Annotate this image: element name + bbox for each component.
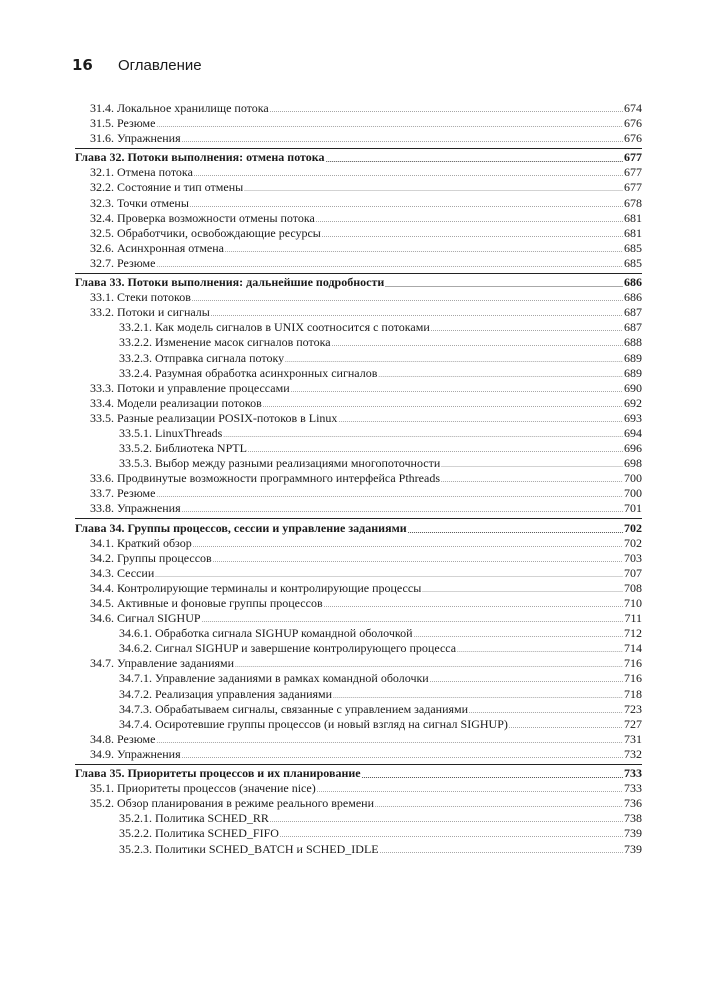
toc-entry-page: 685 (624, 240, 642, 255)
running-title: Оглавление (118, 57, 202, 74)
dot-leader (457, 641, 623, 656)
dot-leader (332, 335, 623, 350)
toc-entry-page: 692 (624, 395, 642, 410)
toc-entry-title: Глава 34. Группы процессов, сессии и управление заданиями (75, 520, 407, 535)
dot-leader (270, 101, 623, 116)
toc-chapter-entry (75, 148, 642, 166)
toc-entry (75, 501, 642, 516)
toc-entry (75, 732, 642, 747)
toc-entry-page: 710 (624, 596, 642, 610)
dot-leader (211, 305, 623, 320)
toc-entry-page: 685 (624, 255, 642, 270)
toc-entry-title: 34.7.4. Осиротевшие группы процессов (и новый взгляд на сигнал SIGHUP) (119, 716, 508, 731)
toc-entry (75, 351, 642, 366)
toc-entry-page: 708 (624, 580, 642, 595)
toc-entry-page: 702 (624, 535, 642, 550)
dot-leader (194, 165, 623, 180)
toc-entry-title: 34.6.2. Сигнал SIGHUP и завершение контролирующего процесса (119, 641, 457, 656)
toc-entry-page: 718 (624, 686, 642, 701)
dot-leader (263, 396, 623, 411)
dot-leader (190, 196, 623, 211)
dot-leader (225, 241, 623, 256)
dot-leader (378, 366, 623, 381)
page-number: 16 (72, 56, 93, 74)
toc-entry (75, 796, 642, 811)
toc-entry-title: 33.2.4. Разумная обработка асинхронных сигналов (119, 365, 378, 380)
toc-entry-title: 33.2.1. Как модель сигналов в UNIX соотносится с потоками (119, 320, 430, 335)
toc-entry (75, 671, 642, 686)
toc-entry-title: 32.6. Асинхронная отмена (90, 240, 224, 255)
dot-leader (362, 766, 623, 781)
toc-entry (75, 581, 642, 596)
toc-entry-title: 35.2. Обзор планирования в режиме реального времени (90, 796, 375, 811)
toc-entry-page: 712 (624, 626, 642, 641)
toc-entry (75, 656, 642, 671)
toc-entry-title: 34.7. Управление заданиями (90, 656, 235, 671)
toc-entry (75, 411, 642, 426)
toc-entry-page: 738 (624, 811, 642, 826)
toc-entry-page: 733 (624, 766, 642, 781)
toc-entry-page: 688 (624, 335, 642, 350)
dot-leader (285, 351, 623, 366)
toc-entry-page: 739 (624, 841, 642, 856)
toc-entry (75, 305, 642, 320)
toc-entry (75, 116, 642, 131)
toc-entry-title: Глава 32. Потоки выполнения: отмена потока (75, 150, 325, 165)
dot-leader (430, 671, 623, 686)
toc-entry-title: 34.8. Резюме (90, 731, 156, 746)
toc-entry-title: 32.2. Состояние и тип отмены (90, 180, 244, 195)
toc-entry (75, 781, 642, 796)
toc-entry-page: 701 (624, 501, 642, 516)
toc-entry (75, 165, 642, 180)
dot-leader (156, 116, 623, 131)
toc-entry (75, 441, 642, 456)
toc-entry-title: 31.4. Локальное хранилище потока (90, 101, 269, 115)
dot-leader (326, 150, 623, 165)
toc-entry-page: 689 (624, 365, 642, 380)
toc-entry-title: 34.2. Группы процессов (90, 550, 212, 565)
table-of-contents (75, 101, 642, 857)
toc-entry-title: 33.5.3. Выбор между разными реализациями многопоточности (119, 456, 441, 471)
dot-leader (202, 611, 624, 626)
toc-entry-page: 696 (624, 441, 642, 456)
toc-entry (75, 131, 642, 146)
toc-entry-title: 33.6. Продвинутые возможности программного интерфейса Pthreads (90, 471, 440, 486)
toc-entry (75, 536, 642, 551)
toc-entry (75, 842, 642, 857)
dot-leader (380, 842, 623, 857)
toc-entry-page: 739 (624, 826, 642, 841)
dot-leader (414, 626, 623, 641)
toc-entry-page: 707 (624, 565, 642, 580)
toc-entry (75, 611, 642, 626)
toc-entry (75, 596, 642, 611)
toc-entry-title: 32.7. Резюме (90, 255, 156, 270)
toc-entry-title: 33.7. Резюме (90, 486, 156, 501)
toc-entry-page: 689 (624, 350, 642, 365)
dot-leader (385, 275, 623, 290)
dot-leader (375, 796, 623, 811)
toc-entry-title: 34.7.2. Реализация управления заданиями (119, 686, 333, 701)
toc-entry-page: 686 (624, 275, 642, 290)
toc-entry (75, 566, 642, 581)
toc-entry-title: 32.3. Точки отмены (90, 195, 189, 210)
dot-leader (431, 320, 623, 335)
dot-leader (322, 226, 623, 241)
dot-leader (235, 656, 623, 671)
toc-chapter-entry (75, 764, 642, 782)
toc-entry-page: 698 (624, 456, 642, 471)
toc-entry-title: 34.5. Активные и фоновые группы процессов (90, 596, 323, 610)
toc-entry (75, 320, 642, 335)
dot-leader (317, 781, 623, 796)
toc-entry-title: 35.2.3. Политики SCHED_BATCH и SCHED_IDLE (119, 841, 379, 856)
dot-leader (156, 732, 623, 747)
dot-leader (193, 536, 623, 551)
dot-leader (291, 381, 623, 396)
toc-entry-title: 35.1. Приоритеты процессов (значение nice) (90, 781, 316, 796)
dot-leader (182, 501, 623, 516)
toc-entry (75, 335, 642, 350)
dot-leader (155, 566, 623, 581)
toc-entry (75, 811, 642, 826)
toc-chapter-entry (75, 518, 642, 536)
toc-entry-title: 33.8. Упражнения (90, 501, 181, 516)
toc-entry-title: 35.2.1. Политика SCHED_RR (119, 811, 269, 826)
toc-entry-page: 681 (624, 210, 642, 225)
toc-entry (75, 226, 642, 241)
toc-entry-title: 33.2.2. Изменение масок сигналов потока (119, 335, 331, 350)
toc-entry-page: 677 (624, 150, 642, 165)
toc-entry-page: 676 (624, 116, 642, 131)
toc-entry-page: 700 (624, 486, 642, 501)
toc-entry (75, 211, 642, 226)
toc-entry (75, 426, 642, 441)
dot-leader (244, 180, 623, 195)
toc-entry (75, 290, 642, 305)
toc-entry (75, 641, 642, 656)
dot-leader (248, 441, 623, 456)
dot-leader (280, 826, 623, 841)
dot-leader (338, 411, 623, 426)
toc-entry-title: 31.6. Упражнения (90, 131, 181, 146)
dot-leader (469, 702, 623, 717)
toc-entry (75, 626, 642, 641)
toc-entry-title: 34.7.1. Управление заданиями в рамках командной оболочки (119, 671, 429, 686)
toc-entry-page: 681 (624, 225, 642, 240)
toc-entry (75, 456, 642, 471)
toc-entry (75, 256, 642, 271)
toc-entry (75, 101, 642, 116)
dot-leader (441, 456, 623, 471)
toc-chapter-entry (75, 273, 642, 291)
toc-entry-page: 694 (624, 425, 642, 440)
toc-entry-page: 702 (624, 520, 642, 535)
toc-entry (75, 687, 642, 702)
toc-entry-title: 33.2. Потоки и сигналы (90, 305, 210, 320)
dot-leader (333, 687, 623, 702)
dot-leader (213, 551, 623, 566)
toc-entry-page: 732 (624, 746, 642, 761)
toc-entry-title: 32.1. Отмена потока (90, 165, 193, 180)
dot-leader (156, 256, 623, 271)
toc-entry-page: 677 (624, 165, 642, 180)
toc-entry-page: 714 (624, 641, 642, 656)
toc-entry-title: 33.1. Стеки потоков (90, 290, 191, 305)
toc-entry-page: 733 (624, 781, 642, 796)
toc-entry (75, 241, 642, 256)
toc-entry-page: 716 (624, 656, 642, 671)
toc-entry-title: 34.4. Контролирующие терминалы и контролирующие процессы (90, 580, 422, 595)
toc-entry-page: 700 (624, 471, 642, 486)
toc-entry (75, 196, 642, 211)
dot-leader (316, 211, 623, 226)
toc-entry-page: 687 (624, 305, 642, 320)
dot-leader (509, 717, 623, 732)
toc-entry-page: 723 (624, 701, 642, 716)
toc-entry-title: 33.5.1. LinuxThreads (119, 425, 223, 440)
toc-entry-page: 711 (624, 611, 642, 626)
toc-entry (75, 471, 642, 486)
dot-leader (182, 747, 623, 762)
toc-entry-title: 34.9. Упражнения (90, 746, 181, 761)
page-header (72, 56, 202, 76)
toc-entry-page: 676 (624, 131, 642, 146)
toc-entry-page: 690 (624, 380, 642, 395)
toc-entry (75, 702, 642, 717)
toc-entry-page: 687 (624, 320, 642, 335)
toc-entry (75, 486, 642, 501)
dot-leader (156, 486, 623, 501)
toc-entry-title: 32.5. Обработчики, освобождающие ресурсы (90, 225, 321, 240)
dot-leader (408, 521, 623, 536)
toc-entry-page: 716 (624, 671, 642, 686)
toc-entry-page: 678 (624, 195, 642, 210)
toc-entry (75, 551, 642, 566)
toc-entry-title: 34.6.1. Обработка сигнала SIGHUP командной оболочкой (119, 626, 413, 641)
toc-entry-page: 736 (624, 796, 642, 811)
toc-entry-title: Глава 35. Приоритеты процессов и их планирование (75, 766, 361, 781)
toc-entry-title: 33.5.2. Библиотека NPTL (119, 441, 247, 456)
toc-entry-title: 35.2.2. Политика SCHED_FIFO (119, 826, 279, 841)
toc-entry-title: 33.3. Потоки и управление процессами (90, 380, 290, 395)
toc-entry-page: 686 (624, 290, 642, 305)
toc-entry-page: 703 (624, 550, 642, 565)
toc-entry-page: 674 (624, 101, 642, 115)
toc-entry-title: 33.5. Разные реализации POSIX-потоков в Linux (90, 410, 338, 425)
toc-entry-title: Глава 33. Потоки выполнения: дальнейшие подробности (75, 275, 385, 290)
dot-leader (324, 596, 623, 611)
toc-entry-page: 693 (624, 410, 642, 425)
toc-entry-page: 727 (624, 716, 642, 731)
toc-entry-page: 677 (624, 180, 642, 195)
toc-entry-title: 34.3. Сессии (90, 565, 155, 580)
toc-entry-title: 34.7.3. Обрабатываем сигналы, связанные с управлением заданиями (119, 701, 469, 716)
dot-leader (192, 290, 623, 305)
toc-entry (75, 826, 642, 841)
dot-leader (270, 811, 623, 826)
toc-entry-title: 33.4. Модели реализации потоков (90, 395, 262, 410)
dot-leader (182, 131, 623, 146)
toc-entry-title: 33.2.3. Отправка сигнала потоку (119, 350, 285, 365)
toc-entry (75, 180, 642, 195)
toc-entry-title: 31.5. Резюме (90, 116, 156, 131)
dot-leader (441, 471, 623, 486)
dot-leader (422, 581, 623, 596)
toc-entry-page: 731 (624, 731, 642, 746)
toc-entry-title: 32.4. Проверка возможности отмены потока (90, 210, 315, 225)
dot-leader (223, 426, 623, 441)
toc-entry-title: 34.6. Сигнал SIGHUP (90, 611, 201, 626)
toc-entry (75, 381, 642, 396)
toc-entry (75, 366, 642, 381)
toc-entry (75, 717, 642, 732)
toc-entry (75, 396, 642, 411)
toc-entry-title: 34.1. Краткий обзор (90, 535, 192, 550)
toc-entry (75, 747, 642, 762)
